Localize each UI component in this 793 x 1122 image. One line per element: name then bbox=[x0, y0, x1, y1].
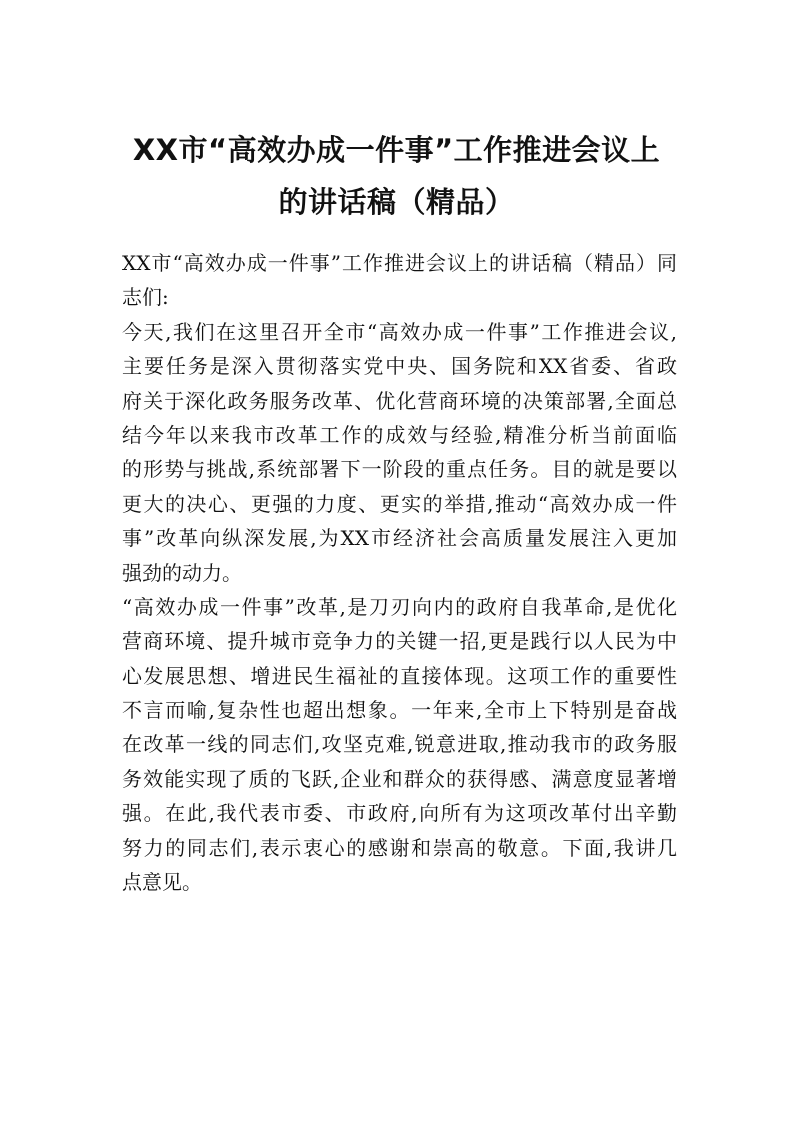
body-line: 更大的决心、更强的力度、更实的举措,推动“高效办成一件 bbox=[122, 491, 677, 516]
body-line: XX市“高效办成一件事”工作推进会议上的讲话稿（精品）同 bbox=[122, 251, 677, 275]
body-line: 不言而喻,复杂性也超出想象。一年来,全市上下特别是奋战 bbox=[122, 698, 677, 723]
title-line-1: XX市“高效办成一件事”工作推进会议上 bbox=[132, 133, 661, 167]
body-line: 今天,我们在这里召开全市“高效办成一件事”工作推进会议, bbox=[122, 319, 677, 344]
document-title bbox=[110, 124, 683, 228]
body-line: 府关于深化政务服务改革、优化营商环境的决策部署,全面总 bbox=[122, 388, 677, 413]
document-body bbox=[122, 246, 677, 899]
body-line: 强劲的动力。 bbox=[122, 560, 242, 585]
body-line: 在改革一线的同志们,攻坚克难,锐意进取,推动我市的政务服 bbox=[122, 732, 677, 757]
body-line: 志们: bbox=[122, 285, 169, 310]
body-line: 务效能实现了质的飞跃,企业和群众的获得感、满意度显著增 bbox=[122, 766, 677, 791]
body-line: 努力的同志们,表示衷心的感谢和崇高的敬意。下面,我讲几 bbox=[122, 835, 677, 860]
body-line: 点意见。 bbox=[122, 870, 202, 895]
body-line: 主要任务是深入贯彻落实党中央、国务院和XX省委、省政 bbox=[122, 354, 677, 379]
body-line: 的形势与挑战,系统部署下一阶段的重点任务。目的就是要以 bbox=[122, 457, 677, 482]
body-line: 强。在此,我代表市委、市政府,向所有为这项改革付出辛勤 bbox=[122, 801, 677, 826]
body-line: 事”改革向纵深发展,为XX市经济社会高质量发展注入更加 bbox=[122, 526, 677, 551]
body-line: 营商环境、提升城市竞争力的关键一招,更是践行以人民为中 bbox=[122, 629, 677, 654]
body-line: 结今年以来我市改革工作的成效与经验,精准分析当前面临 bbox=[122, 422, 677, 447]
title-line-2: 的讲话稿（精品） bbox=[278, 185, 515, 219]
body-line: 心发展思想、增进民生福祉的直接体现。这项工作的重要性 bbox=[122, 663, 677, 688]
body-line: “高效办成一件事”改革,是刀刃向内的政府自我革命,是优化 bbox=[122, 594, 677, 619]
